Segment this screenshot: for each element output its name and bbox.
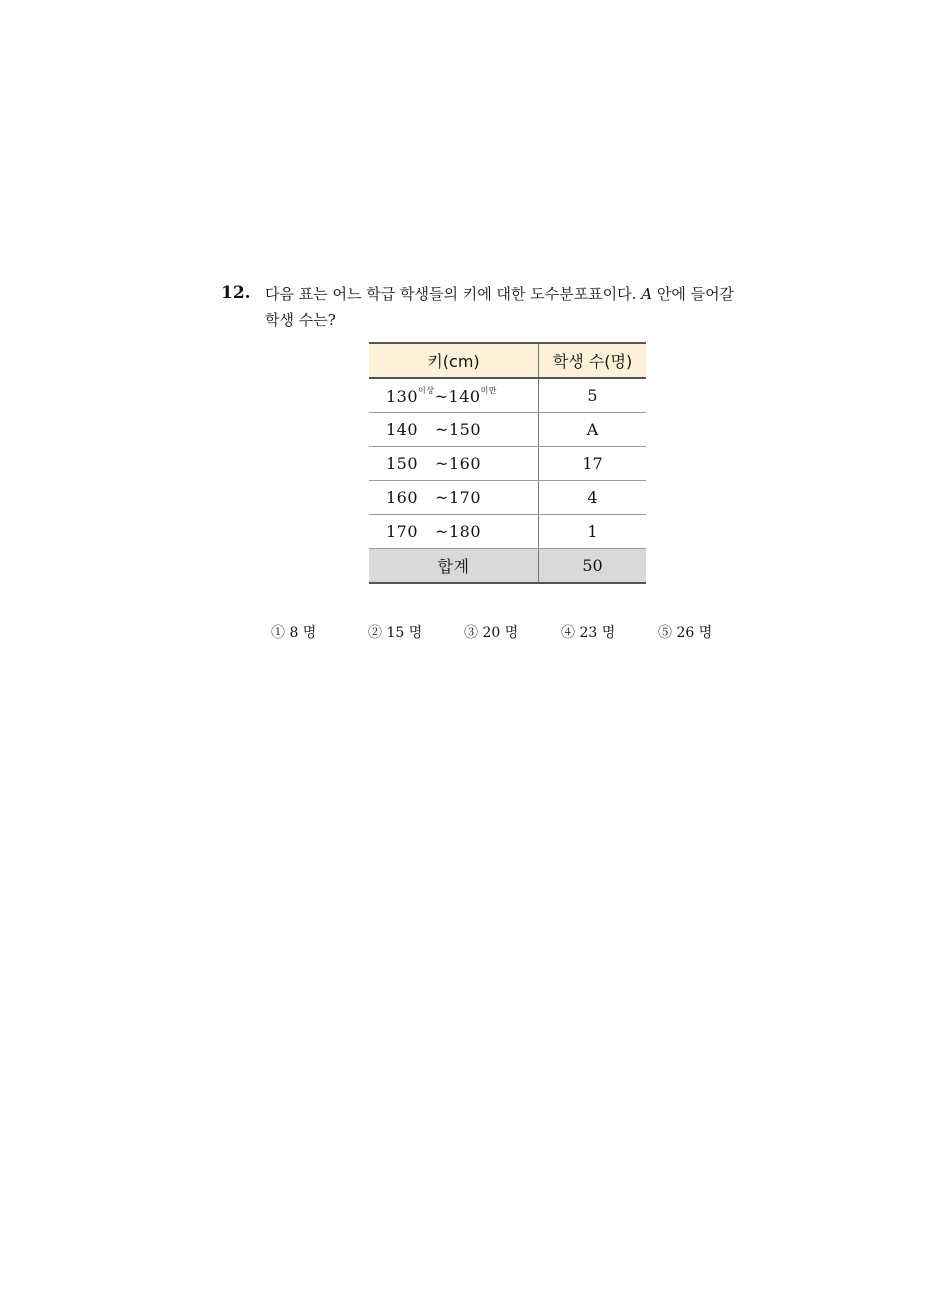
- header-count: 학생 수(명): [539, 343, 647, 378]
- class-interval: [369, 413, 539, 447]
- question-text-line2: 학생 수는?: [265, 311, 336, 329]
- table-header-row: [369, 343, 646, 378]
- interval-low: 140: [386, 420, 419, 439]
- choice-mark: ④: [561, 625, 575, 641]
- answer-choice-3[interactable]: [464, 622, 518, 642]
- question-text-before-variable: 다음 표는 어느 학급 학생들의 키에 대한 도수분포표이다.: [265, 285, 637, 303]
- lower-bound-label: 이상: [418, 386, 435, 395]
- interval-high: 150: [449, 420, 482, 439]
- student-count: A: [539, 413, 647, 447]
- answer-choice-5[interactable]: [658, 622, 712, 642]
- answer-choice-4[interactable]: [561, 622, 615, 642]
- student-count: 17: [539, 447, 647, 481]
- choice-text: 20 명: [482, 625, 519, 641]
- total-value: 50: [539, 549, 647, 584]
- interval-high: 180: [449, 522, 482, 541]
- choice-text: 15 명: [386, 625, 423, 641]
- interval-high: 170: [449, 488, 482, 507]
- total-label: 합계: [369, 549, 539, 584]
- choice-mark: ②: [368, 625, 382, 641]
- student-count: 4: [539, 481, 647, 515]
- tilde: ~: [435, 454, 449, 473]
- interval-low: 170: [386, 522, 419, 541]
- choice-text: 8 명: [289, 625, 317, 641]
- question-number: 12.: [221, 283, 251, 303]
- table-row: [369, 378, 646, 413]
- class-interval: [369, 515, 539, 549]
- table-row: [369, 481, 646, 515]
- question-text-line1: [265, 284, 734, 304]
- student-count: 5: [539, 378, 647, 413]
- tilde: ~: [435, 420, 449, 439]
- class-interval: [369, 447, 539, 481]
- interval-low: 130: [386, 387, 419, 406]
- table-row: [369, 413, 646, 447]
- total-row: [369, 549, 646, 584]
- frequency-table: [369, 342, 646, 584]
- choice-text: 23 명: [579, 625, 616, 641]
- answer-choice-2[interactable]: [368, 622, 422, 642]
- choice-mark: ①: [271, 625, 285, 641]
- class-interval: [369, 481, 539, 515]
- choice-text: 26 명: [676, 625, 713, 641]
- tilde: ~: [435, 522, 449, 541]
- upper-bound-label: 미만: [480, 386, 498, 395]
- interval-low: 150: [386, 454, 419, 473]
- tilde: ~: [434, 387, 449, 406]
- interval-high: 160: [449, 454, 482, 473]
- table-row: [369, 515, 646, 549]
- question-text-after-variable: 안에 들어갈: [656, 285, 735, 303]
- interval-high: 140: [448, 387, 481, 406]
- question-variable: A: [641, 285, 653, 303]
- class-interval: [369, 378, 539, 413]
- tilde: ~: [435, 488, 449, 507]
- answer-choice-1[interactable]: [271, 622, 316, 642]
- choice-mark: ⑤: [658, 625, 672, 641]
- table-row: [369, 447, 646, 481]
- header-height: 키(cm): [369, 343, 539, 378]
- choice-mark: ③: [464, 625, 478, 641]
- student-count: 1: [539, 515, 647, 549]
- interval-low: 160: [386, 488, 419, 507]
